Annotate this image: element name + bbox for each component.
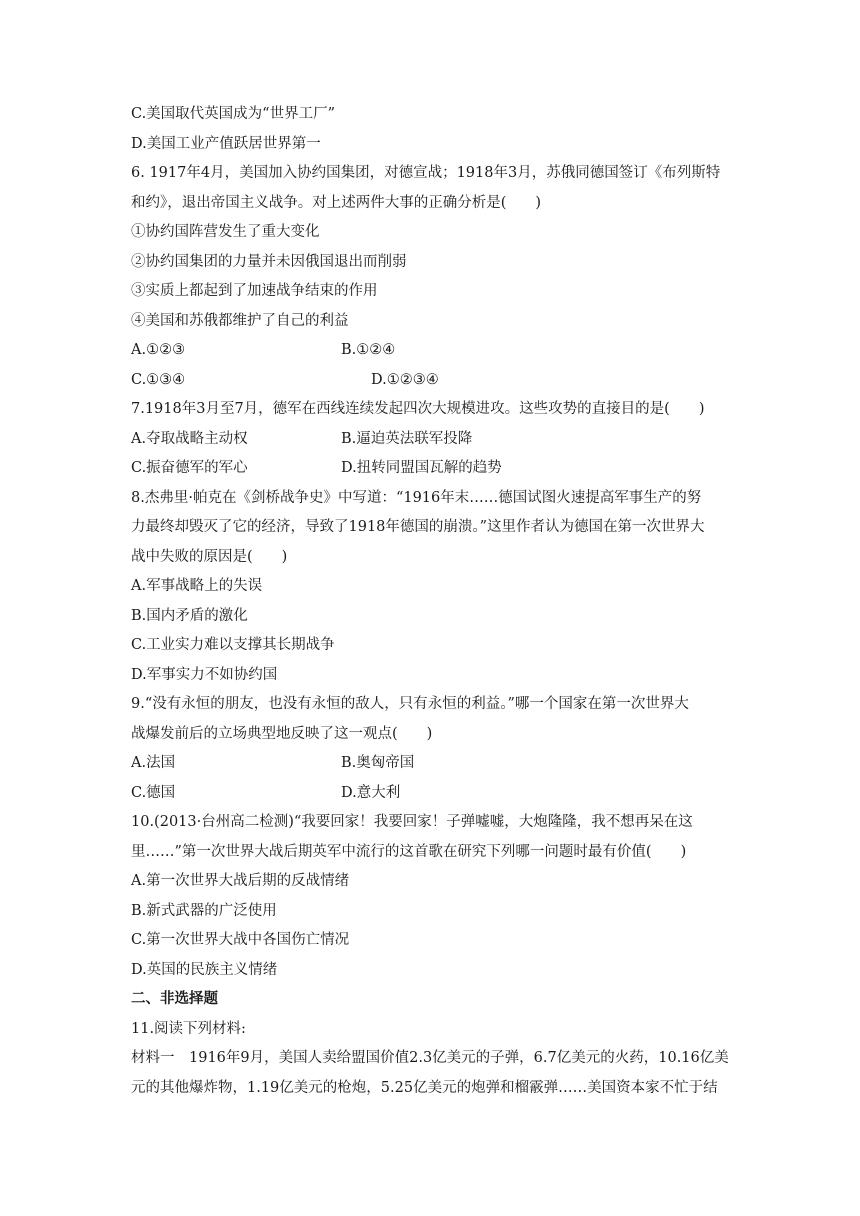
option-6a: A.①②③ bbox=[131, 342, 186, 358]
option-9b: B.奥匈帝国 bbox=[341, 755, 415, 771]
option-9d: D.意大利 bbox=[341, 785, 401, 801]
question-10-line-2: 里……”第一次世界大战后期英军中流行的这首歌在研究下列哪一问题时最有价值( ) bbox=[131, 844, 687, 860]
q6-statement-4: ④美国和苏俄都维护了自己的利益 bbox=[131, 313, 349, 329]
option-5c: C.美国取代英国成为“世界工厂” bbox=[131, 106, 336, 122]
option-7a: A.夺取战略主动权 bbox=[131, 431, 248, 447]
option-8d: D.军事实力不如协约国 bbox=[131, 667, 278, 683]
option-9c: C.德国 bbox=[131, 785, 176, 801]
option-10d: D.英国的民族主义情绪 bbox=[131, 962, 278, 978]
q6-statement-3: ③实质上都起到了加速战争结束的作用 bbox=[131, 283, 378, 299]
section-heading: 二、非选择题 bbox=[131, 991, 218, 1007]
question-6-line-1: 6. 1917年4月，美国加入协约国集团，对德宣战；1918年3月，苏俄同德国签订《布列斯特 bbox=[131, 165, 721, 181]
option-10a: A.第一次世界大战后期的反战情绪 bbox=[131, 873, 350, 889]
option-9a: A.法国 bbox=[131, 755, 176, 771]
q6-statement-1: ①协约国阵营发生了重大变化 bbox=[131, 224, 320, 240]
option-6c: C.①③④ bbox=[131, 372, 186, 388]
option-10c: C.第一次世界大战中各国伤亡情况 bbox=[131, 932, 350, 948]
question-8-line-2: 力最终却毁灭了它的经济，导致了1918年德国的崩溃。”这里作者认为德国在第一次世界大 bbox=[131, 519, 705, 535]
question-7: 7.1918年3月至7月，德军在西线连续发起四次大规模进攻。这些攻势的直接目的是( ) bbox=[131, 401, 705, 417]
material-1-line-1: 材料一 1916年9月，美国人卖给盟国价值2.3亿美元的子弹，6.7亿美元的火药，10.16亿美 bbox=[131, 1050, 729, 1066]
q6-statement-2: ②协约国集团的力量并未因俄国退出而削弱 bbox=[131, 254, 407, 270]
option-8a: A.军事战略上的失误 bbox=[131, 578, 263, 594]
option-10b: B.新式武器的广泛使用 bbox=[131, 903, 277, 919]
question-10-line-1: 10.(2013·台州高二检测)“我要回家！我要回家！子弹嘘嘘，大炮隆隆，我不想再呆在这 bbox=[131, 814, 693, 830]
option-6b: B.①②④ bbox=[341, 342, 396, 358]
question-6-line-2: 和约》，退出帝国主义战争。对上述两件大事的正确分析是( ) bbox=[131, 195, 542, 211]
option-7c: C.振奋德军的军心 bbox=[131, 460, 248, 476]
question-11: 11.阅读下列材料: bbox=[131, 1021, 246, 1037]
option-7b: B.逼迫英法联军投降 bbox=[341, 431, 473, 447]
material-1-line-2: 元的其他爆炸物，1.19亿美元的枪炮，5.25亿美元的炮弹和榴霰弹……美国资本家不忙于结 bbox=[131, 1080, 718, 1096]
question-8-line-1: 8.杰弗里·帕克在《剑桥战争史》中写道：“1916年末……德国试图火速提高军事生产的努 bbox=[131, 490, 702, 506]
option-8b: B.国内矛盾的激化 bbox=[131, 608, 248, 624]
question-9-line-2: 战爆发前后的立场典型地反映了这一观点( ) bbox=[131, 726, 433, 742]
option-8c: C.工业实力难以支撑其长期战争 bbox=[131, 637, 335, 653]
option-5d: D.美国工业产值跃居世界第一 bbox=[131, 136, 321, 152]
option-7d: D.扭转同盟国瓦解的趋势 bbox=[341, 460, 502, 476]
option-6d: D.①②③④ bbox=[371, 372, 439, 388]
question-9-line-1: 9.“没有永恒的朋友，也没有永恒的敌人，只有永恒的利益。”哪一个国家在第一次世界大 bbox=[131, 696, 689, 712]
question-8-line-3: 战中失败的原因是( ) bbox=[131, 549, 288, 565]
